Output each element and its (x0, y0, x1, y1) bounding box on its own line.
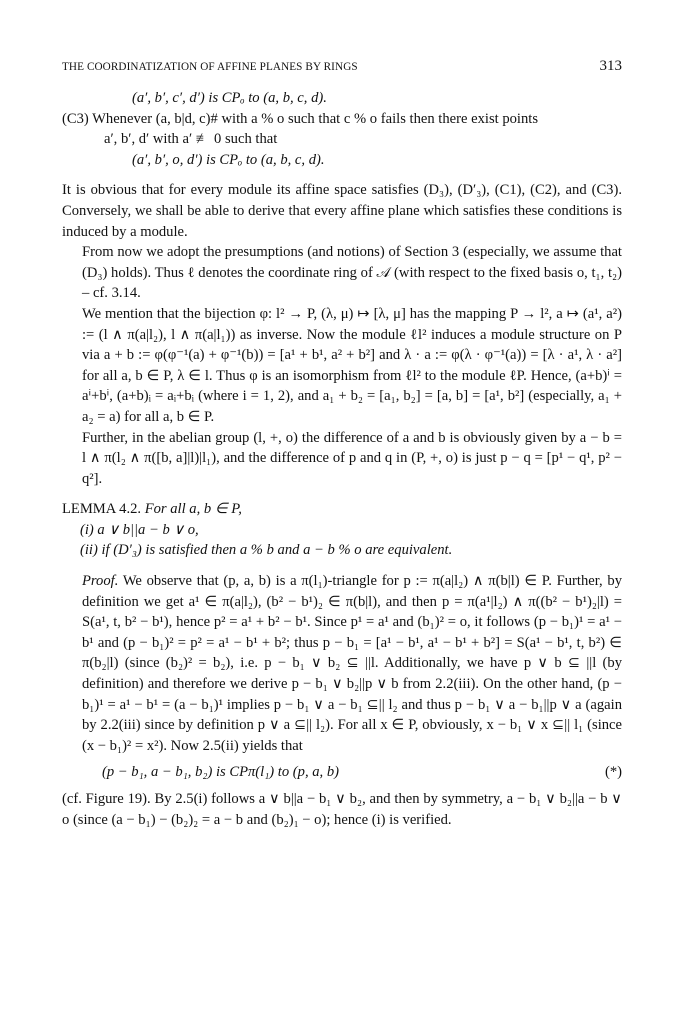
paragraph-difference: Further, in the abelian group (l, +, o) the difference of a and b is obviously given by a − b = l ∧ π(l₂ ∧ π([b, a]|l)|l₁), and the difference of p and q in (P, +, o) is just p − q = [p¹ − q¹, p² − q²]. (82, 429, 622, 487)
condition-c3-continued: a′, b′, d′ with a′ ≢ 0 such that (104, 131, 278, 148)
page-number: 313 (599, 58, 622, 74)
body-text (62, 88, 622, 830)
lemma-statement: For all a, b ∈ P, (144, 501, 242, 518)
lemma-part-i: (i) a ∨ b||a − b ∨ o, (80, 521, 199, 538)
equation-c3: (a′, b′, o, d′) is CPₒ to (a, b, c, d). (132, 151, 325, 168)
proof-label: Proof. (82, 573, 119, 590)
equation-cp: (a′, b′, c′, d′) is CPₒ to (a, b, c, d). (132, 90, 327, 106)
equation-star (62, 762, 622, 783)
page (62, 58, 622, 830)
paragraph-obvious: It is obvious that for every module its affine space satisfies (D₃), (D′₃), (C1), (C2), and (C3). Conversely, we shall be able to derive that every affine plane which satisfies these conditions is induced by a module. (62, 182, 622, 240)
lemma-part-ii: (ii) if (D′₃) is satisfied then a % b and a − b % o are equivalent. (80, 542, 453, 559)
running-title: THE COORDINATIZATION OF AFFINE PLANES BY RINGS (62, 61, 358, 73)
equation-star-tag: (*) (604, 764, 622, 781)
running-header (62, 58, 622, 78)
proof-text: We observe that (p, a, b) is a π(l₁)-triangle for p := π(a|l₂) ∧ π(b|l) ∈ P. Further, by definition we get a¹ ∈ π(a|l₂), (b² − b¹)₂ ∈ π(b|l), and then p = π(a¹|l₂) ∧ π((b² − b¹)₂|l) = S(a¹, t, b² − b¹), hence p² = a¹ + b² − b¹. Since p¹ = a¹ and (b₁)² = o, it follows (p − b₁)¹ = a¹ − b¹ and (p − b₁)² = p² = a¹ − b¹ + b²; thus p − b₁ = [a¹ − b¹, a¹ − b¹ + b²] = S(a¹ − b¹, t, b²) ∈ π(b₂|l) (since (b₂)² = b₂), i.e. p − b₁ ∨ b₂ ⊆ ||l. Additionally, we have p ∨ b ⊆ ||l (by definition) and therefore we derive p − b₁ ∨ b₂||p ∨ b from 2.2(iii). On the other hand, (p − b₁)¹ = a¹ − b¹ = (a − b₁)¹ implies p − b₁ ∨ a − b₁ ⊆|| l₂ and thus p − b₁ ∨ a − b₁||p ∨ a (again by 2.2(iii) since by definition p ∨ a ⊆|| l₂). For all x ∈ P, obviously, x − b₁ ∨ x ⊆|| l₁ (since (x − b₁)² = x²). Now 2.5(ii) yields that (82, 573, 622, 754)
lemma-label: LEMMA 4.2. (62, 501, 142, 518)
paragraph-presumptions: From now we adopt the presumptions (and notions) of Section 3 (especially, we assume that (D₃) holds). Thus ℓ denotes the coordinate ring of 𝒜 (with respect to the fixed basis o, t₁, t₂) – cf. 3.14. (82, 244, 622, 302)
condition-c3: (C3) Whenever (a, b|d, c)# with a % o such that c % o fails then there exist points (62, 110, 538, 127)
equation-star-body: (p − b₁, a − b₁, b₂) is CPπ(l₁) to (p, a, b) (102, 764, 339, 781)
paragraph-bijection: We mention that the bijection φ: l² → P, (λ, μ) ↦ [λ, μ] has the mapping P → l², a ↦ (a¹, a²) := (l ∧ π(a|l₂), l ∧ π(a|l₁)) as inverse. Now the module ℓl² induces a module structure on P via a + b := φ(φ⁻¹(a) + φ⁻¹(b)) = [a¹ + b¹, a² + b²] and λ · a := φ(λ · φ⁻¹(a)) = [λ · a¹, λ · a²] for all a, b ∈ P, λ ∈ l. Thus φ is an isomorphism from ℓl² to the module ℓP. Hence, (a+b)ⁱ = aⁱ+bⁱ, (a+b)ᵢ = aᵢ+bᵢ (where i = 1, 2), and a₁ + b₂ = [a₁, b₂] = [a, b] = [a¹, b²] (especially, a₁ + a₂ = a) for all a, b ∈ P. (82, 305, 622, 425)
lemma-heading (62, 499, 622, 520)
closing-paragraph: (cf. Figure 19). By 2.5(i) follows a ∨ b||a − b₁ ∨ b₂, and then by symmetry, a − b₁ ∨ b₂||a − b ∨ o (since (a − b₁) − (b₂)₂ = a − b and (b₂)₁ − o); hence (i) is verified. (62, 791, 622, 828)
proof-paragraph (62, 571, 622, 756)
